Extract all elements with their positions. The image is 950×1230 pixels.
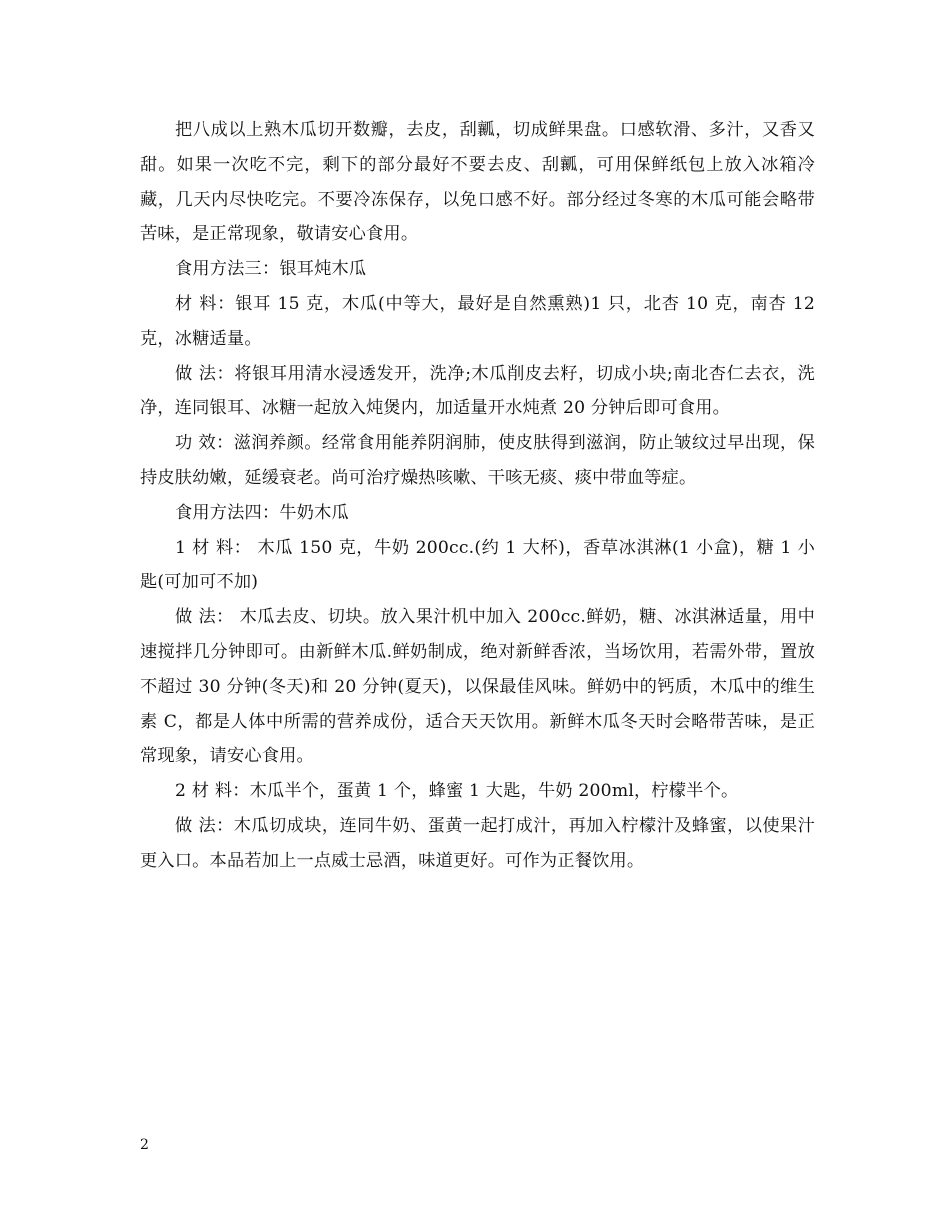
paragraph-method-four-steps-2: 做 法：木瓜切成块，连同牛奶、蛋黄一起打成汁，再加入柠檬汁及蜂蜜，以使果汁更入口。本品若加上一点威士忌酒，味道更好。可作为正餐饮用。 [140,815,815,871]
page-number: 2 [140,1137,149,1153]
paragraph-method-three-effects: 功 效：滋润养颜。经常食用能养阴润肺，使皮肤得到滋润，防止皱纹过早出现，保持皮肤幼嫩，延缓衰老。尚可治疗燥热咳嗽、干咳无痰、痰中带血等症。 [140,433,815,488]
heading-method-three: 食用方法三：银耳炖木瓜 [175,259,367,280]
paragraph-method-four-ingredients-2: 2 材 料：木瓜半个，蛋黄 1 个，蜂蜜 1 大匙，牛奶 200ml，柠檬半个。 [175,781,739,802]
paragraph-papaya-fruit-plate: 把八成以上熟木瓜切开数瓣，去皮，刮瓤，切成鲜果盘。口感软滑、多汁，又香又甜。如果一次吃不完，剩下的部分最好不要去皮、刮瓤，可用保鲜纸包上放入冰箱冷藏，几天内尽快吃完。不要冷冻保存，以免口感不好。部分经过冬寒的木瓜可能会略带苦味，是正常现象，敬请安心食用。 [140,120,815,245]
heading-method-four: 食用方法四：牛奶木瓜 [175,502,349,523]
paragraph-method-four-steps-1: 做 法： 木瓜去皮、切块。放入果汁机中加入 200cc.鲜奶，糖、冰淇淋适量，用中速搅拌几分钟即可。由新鲜木瓜.鲜奶制成，绝对新鲜香浓，当场饮用，若需外带，置放不超过 30 分钟(冬天)和 20 分钟(夏天)，以保最佳风味。鲜奶中的钙质，木瓜中的维生素 C，都是人体中所需的营养成份，适合天天饮用。新鲜木瓜冬天时会略带苦味，是正常现象，请安心食用。 [140,607,815,767]
paragraph-method-three-ingredients: 材 料：银耳 15 克，木瓜(中等大，最好是自然熏熟)1 只，北杏 10 克，南杏 12 克，冰糖适量。 [140,293,815,349]
document-body [140,113,815,879]
paragraph-method-four-ingredients-1: 1 材 料： 木瓜 150 克，牛奶 200cc.(约 1 大杯)，香草冰淇淋(1 小盒)，糖 1 小匙(可加可不加) [140,537,815,593]
paragraph-method-three-steps: 做 法：将银耳用清水浸透发开，洗净;木瓜削皮去籽，切成小块;南北杏仁去衣，洗净，连同银耳、冰糖一起放入炖煲内，加适量开水炖煮 20 分钟后即可食用。 [140,363,815,419]
